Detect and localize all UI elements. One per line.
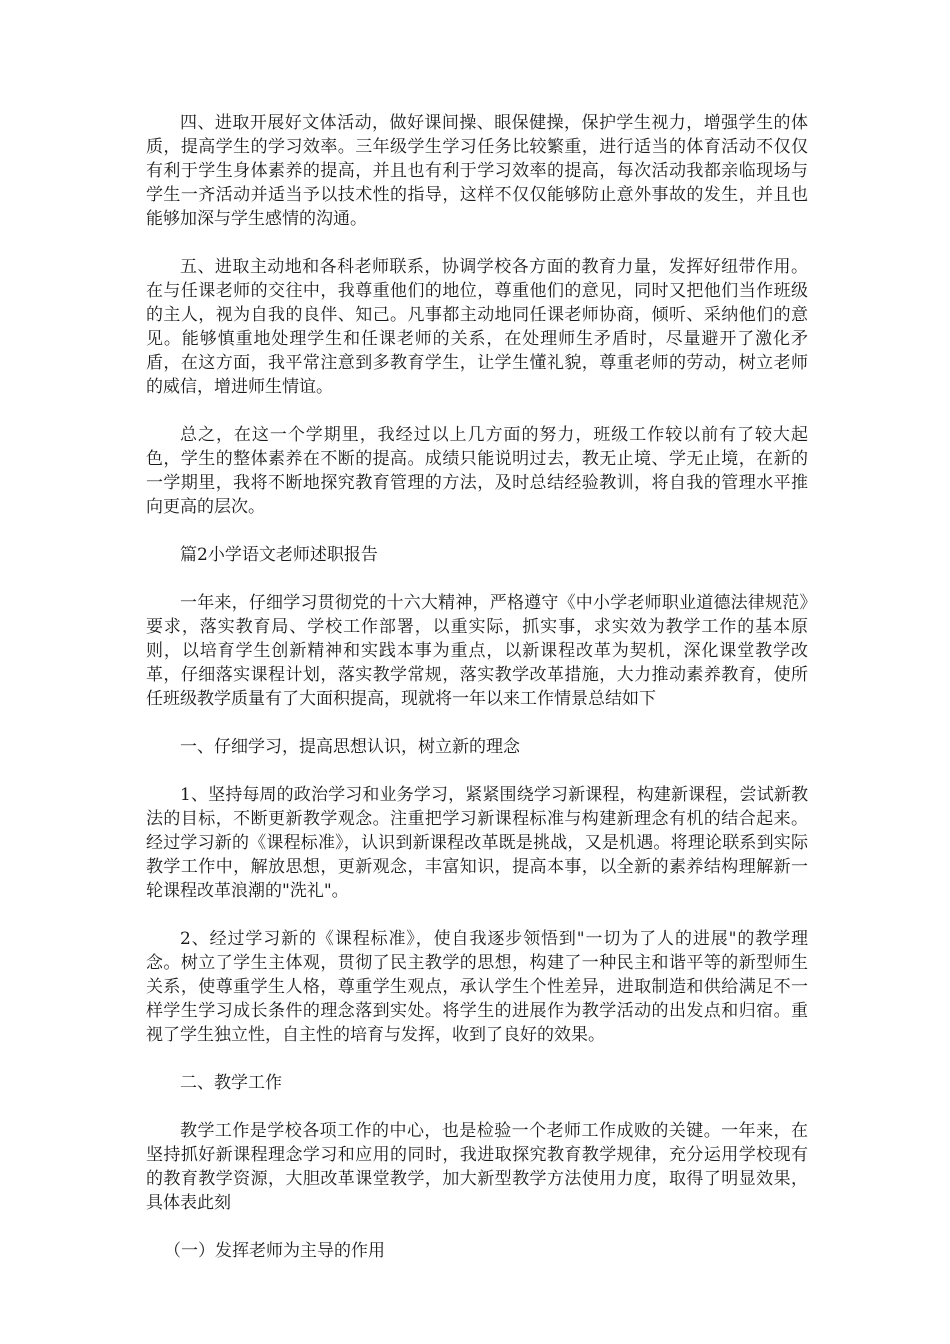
heading-two: 二、教学工作 — [180, 1073, 282, 1093]
heading-one: 一、仔细学习，提高思想认识，树立新的理念 — [180, 737, 520, 757]
sub-heading: （一）发挥老师为主导的作用 — [164, 1241, 385, 1261]
paragraph-five: 五、进取主动地和各科老师联系，协调学校各方面的教育力量，发挥好纽带作用。在与任课老师的交往中，我尊重他们的地位，尊重他们的意见，同时又把他们当作班级的主人，视为自我的良伴、知己。凡事都主动地同任课老师协商，倾听、采纳他们的意见。能够慎重地处理学生和任课老师的关系，在处理师生矛盾时，尽量避开了激化矛盾，在这方面，我平常注意到多教育学生，让学生懂礼貌，尊重老师的劳动，树立老师的威信，增进师生情谊。 — [146, 257, 808, 397]
paragraph-four: 四、进取开展好文体活动，做好课间操、眼保健操，保护学生视力，增强学生的体质，提高学生的学习效率。三年级学生学习任务比较繁重，进行适当的体育活动不仅仅有利于学生身体素养的提高，并且也有利于学习效率的提高，每次活动我都亲临现场与学生一齐活动并适当予以技术性的指导，这样不仅仅能够防止意外事故的发生，并且也能够加深与学生感情的沟通。 — [146, 113, 808, 229]
document-page — [146, 111, 808, 1287]
section-title: 篇2小学语文老师述职报告 — [180, 545, 378, 565]
intro-paragraph: 一年来，仔细学习贯彻党的十六大精神，严格遵守《中小学老师职业道德法律规范》要求，落实教育局、学校工作部署，以重实际，抓实事，求实效为教学工作的基本原则，以培育学生创新精神和实践本事为重点，以新课程改革为契机，深化课堂教学改革，仔细落实课程计划，落实教学常规，落实教学改革措施，大力推动素养教育，使所任班级教学质量有了大面积提高，现就将一年以来工作情景总结如下 — [146, 593, 808, 709]
paragraph-summary: 总之，在这一个学期里，我经过以上几方面的努力，班级工作较以前有了较大起色，学生的整体素养在不断的提高。成绩只能说明过去，教无止境、学无止境，在新的一学期里，我将不断地探究教育管理的方法，及时总结经验教训，将自我的管理水平推向更高的层次。 — [146, 425, 808, 517]
item-two: 2、经过学习新的《课程标准》，使自我逐步领悟到"一切为了人的进展"的教学理念。树立了学生主体观，贯彻了民主教学的思想，构建了一种民主和谐平等的新型师生关系，使尊重学生人格，尊重学生观点，承认学生个性差异，进取制造和供给满足不一样学生学习成长条件的理念落到实处。将学生的进展作为教学活动的出发点和归宿。重视了学生独立性，自主性的培育与发挥，收到了良好的效果。 — [146, 929, 808, 1045]
item-one: 1、坚持每周的政治学习和业务学习，紧紧围绕学习新课程，构建新课程，尝试新教法的目标，不断更新教学观念。注重把学习新课程标准与构建新理念有机的结合起来。经过学习新的《课程标准》，认识到新课程改革既是挑战，又是机遇。将理论联系到实际教学工作中，解放思想，更新观念，丰富知识，提高本事，以全新的素养结构理解新一轮课程改革浪潮的"洗礼"。 — [146, 785, 808, 901]
teaching-paragraph: 教学工作是学校各项工作的中心，也是检验一个老师工作成败的关键。一年来，在坚持抓好新课程理念学习和应用的同时，我进取探究教育教学规律，充分运用学校现有的教育教学资源，大胆改革课堂教学，加大新型教学方法使用力度，取得了明显效果，具体表此刻 — [146, 1121, 808, 1213]
